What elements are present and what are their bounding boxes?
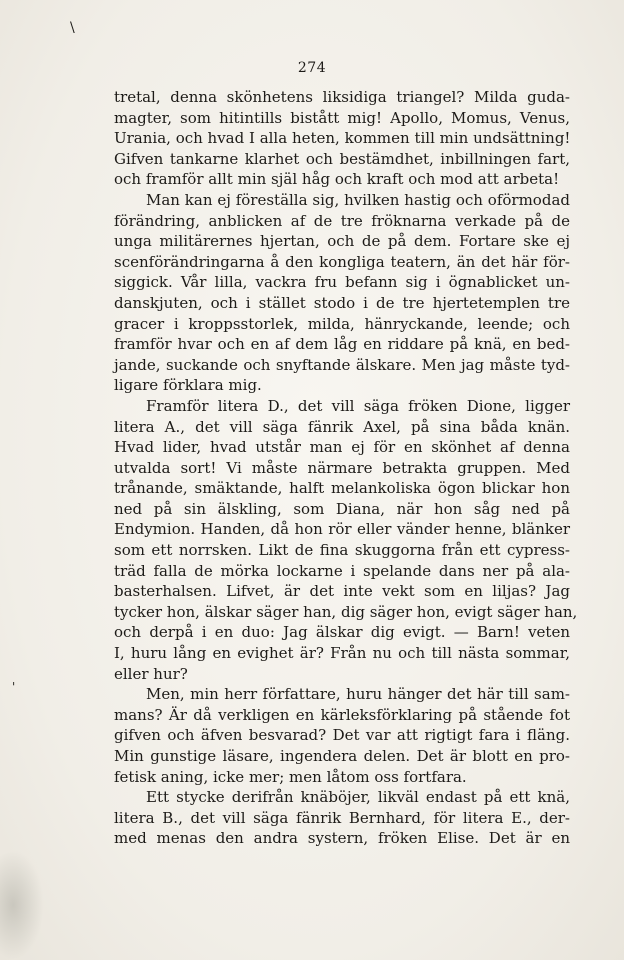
margin-mark-left: ' (12, 680, 16, 694)
text-line: gifven och äfven besvarad? Det var att rigtigt fara i fläng. (114, 726, 570, 745)
text-line: basterhalsen. Lifvet, är det inte vekt som en liljas? Jag (114, 582, 570, 601)
text-line: Ett stycke derifrån knäböjer, likväl endast på ett knä, (146, 788, 570, 807)
text-line: utvalda sort! Vi måste närmare betrakta gruppen. Med (114, 458, 570, 477)
text-line: och framför allt min själ håg och kraft och mod att arbeta! (114, 170, 560, 189)
page-number: 274 (297, 60, 327, 76)
text-line: jande, suckande och snyftande älskare. Men jag måste tyd- (114, 355, 570, 374)
text-line: Man kan ej föreställa sig, hvilken hastig och oförmodad (146, 190, 570, 209)
text-line: siggick. Vår lilla, vackra fru befann sig i ögnablicket un- (114, 273, 570, 292)
margin-mark-top: \ (70, 20, 75, 36)
text-line: magter, som hitintills bistått mig! Apollo, Momus, Venus, (114, 108, 570, 127)
text-line: fetisk aning, icke mer; men låtom oss fortfara. (114, 767, 467, 786)
text-line: framför hvar och en af dem låg en riddare på knä, en bed- (114, 335, 570, 354)
text-line: litera A., det vill säga fänrik Axel, på sina båda knän. (114, 417, 570, 436)
text-line: I, huru lång en evighet är? Från nu och till nästa sommar, (114, 644, 570, 663)
text-line: ned på sin älskling, som Diana, när hon såg ned på (114, 499, 570, 518)
text-line: scenförändringarna å den kongliga teatern, än det här för- (114, 252, 570, 271)
text-line: Min gunstige läsare, ingendera delen. Det är blott en pro- (114, 747, 570, 765)
text-body (114, 87, 578, 849)
text-line: unga militärernes hjertan, och de på dem. Fortare ske ej (114, 232, 570, 251)
text-line: litera B., det vill säga fänrik Bernhard, för litera E., der- (114, 808, 570, 827)
text-line: Men, min herr författare, huru hänger det här till sam- (146, 685, 570, 704)
text-line: ligare förklara mig. (114, 376, 262, 395)
text-line: Framför litera D., det vill säga fröken Dione, ligger (146, 396, 570, 415)
text-line: med menas den andra systern, fröken Elise. Det är en (114, 829, 570, 848)
text-line: gracer i kroppsstorlek, milda, hänryckande, leende; och (114, 314, 570, 333)
text-line: trånande, smäktande, halft melankoliska ögon blickar hon (114, 479, 570, 498)
text-line: eller hur? (114, 664, 188, 683)
text-line: som ett norrsken. Likt de fina skuggorna från ett cypress- (114, 541, 570, 560)
text-line: tretal, denna skönhetens liksidiga triangel? Milda guda- (114, 88, 570, 106)
text-line: tycker hon, älskar säger han, dig säger hon, evigt säger han, (114, 602, 578, 621)
page-smudge (0, 850, 44, 960)
text-line: förändring, anblicken af de tre fröknarna verkade på de (114, 211, 570, 230)
text-line: mans? Är då verkligen en kärleksförklaring på stående fot (114, 705, 570, 724)
text-line: Gifven tankarne klarhet och bestämdhet, inbillningen fart, (114, 149, 570, 168)
text-line: danskjuten, och i stället stodo i de tre hjertetemplen tre (114, 293, 570, 312)
text-line: träd falla de mörka lockarne i spelande dans ner på ala- (114, 561, 570, 580)
text-line: Hvad lider, hvad utstår man ej för en skönhet af denna (114, 438, 570, 457)
text-line: Endymion. Handen, då hon rör eller vänder henne, blänker (114, 520, 570, 539)
text-line: Urania, och hvad I alla heten, kommen till min undsättning! (114, 129, 571, 148)
text-line: och derpå i en duo: Jag älskar dig evigt. — Barn! veten (114, 623, 570, 642)
